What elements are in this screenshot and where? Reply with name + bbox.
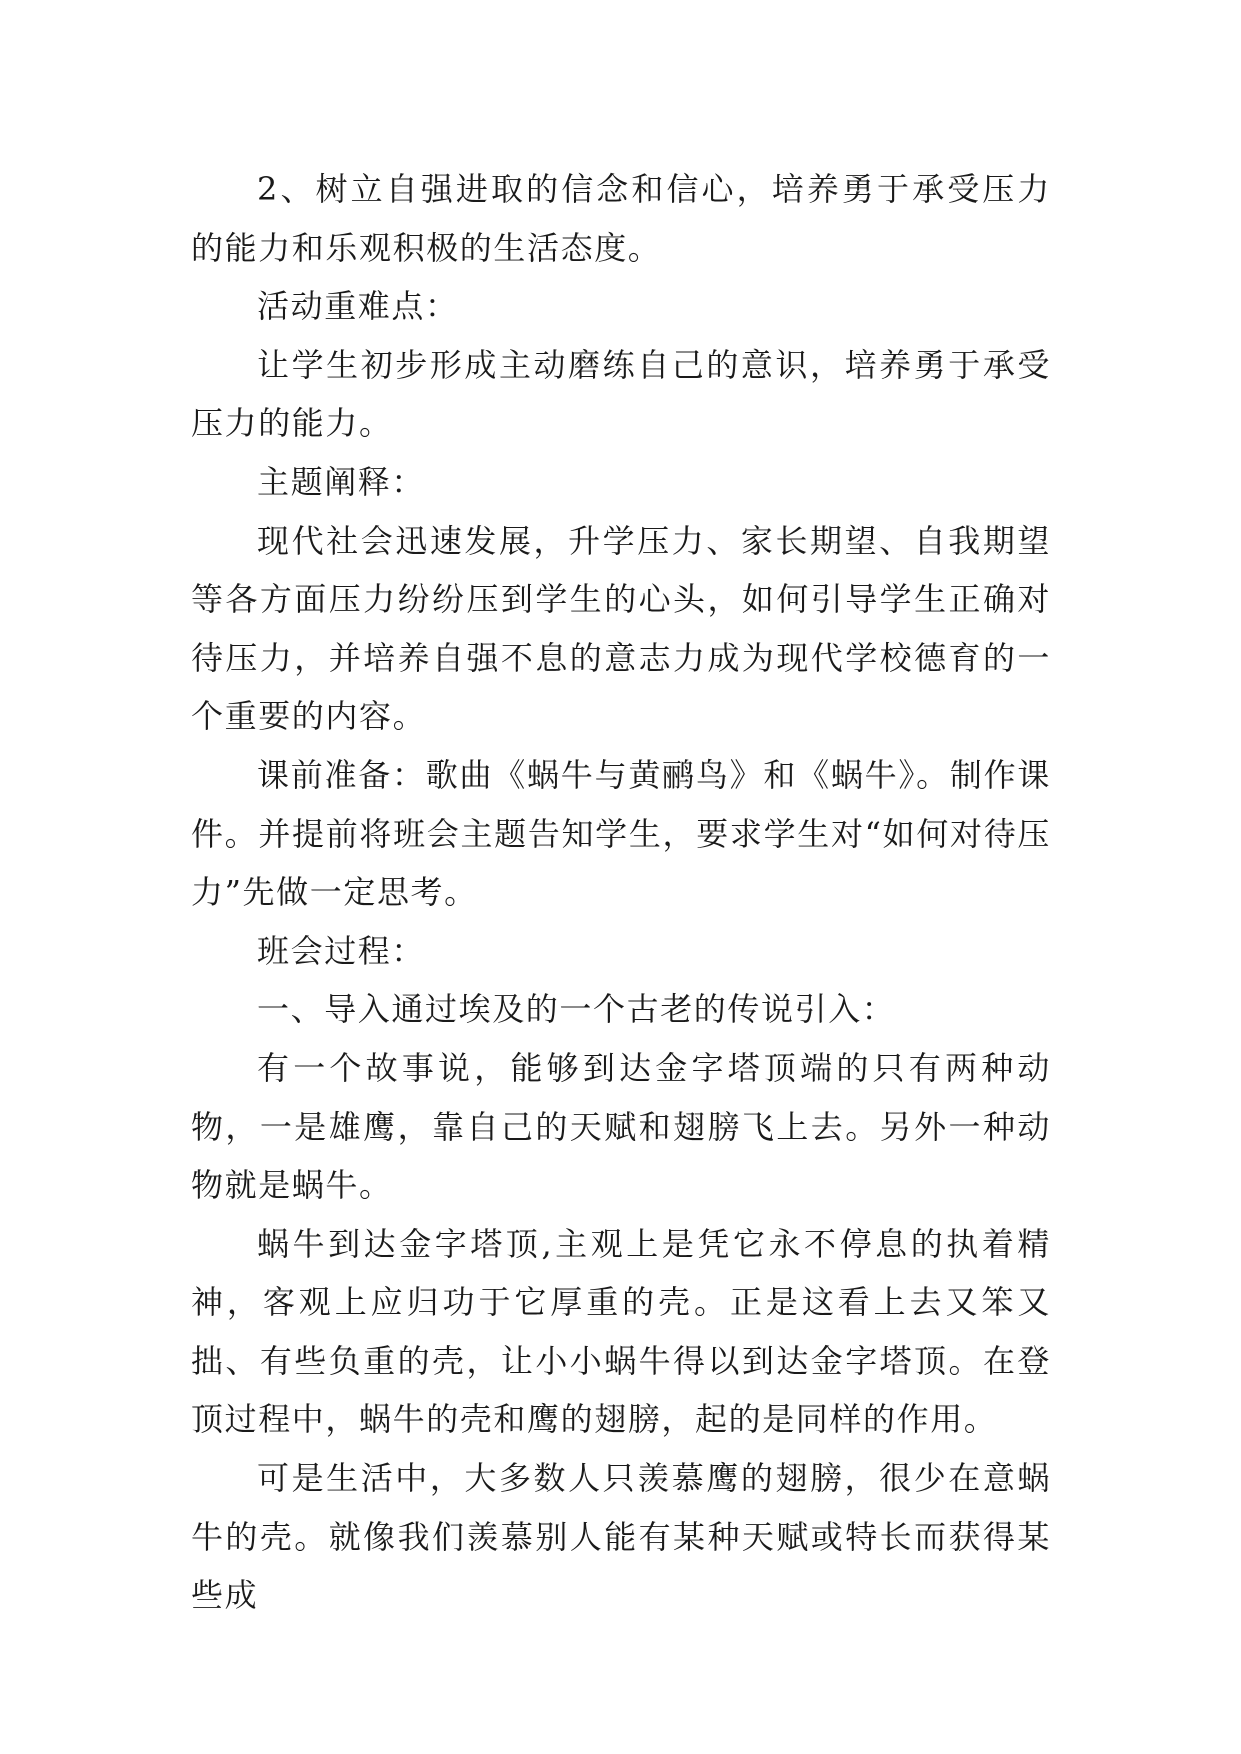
paragraph-goal-2: 2、树立自强进取的信念和信心，培养勇于承受压力的能力和乐观积极的生活态度。: [191, 170, 1051, 267]
document-body: [191, 160, 1051, 1625]
heading-process: 班会过程：: [257, 931, 426, 970]
paragraph-snail: 蜗牛到达金字塔顶,主观上是凭它永不停息的执着精神，客观上应归功于它厚重的壳。正是这看上去又笨又拙、有些负重的壳，让小小蜗牛得以到达金字塔顶。在登顶过程中，蜗牛的壳和鹰的翅膀，起的是同样的作用。: [191, 1224, 1051, 1439]
paragraph-life: 可是生活中，大多数人只羡慕鹰的翅膀，很少在意蜗牛的壳。就像我们羡慕别人能有某种天赋或特长而获得某些成: [191, 1459, 1051, 1615]
paragraph-story: 有一个故事说，能够到达金字塔顶端的只有两种动物，一是雄鹰，靠自己的天赋和翅膀飞上去。另外一种动物就是蜗牛。: [191, 1048, 1051, 1205]
paragraph-theme: 现代社会迅速发展，升学压力、家长期望、自我期望等各方面压力纷纷压到学生的心头，如何引导学生正确对待压力，并培养自强不息的意志力成为现代学校德育的一个重要的内容。: [191, 521, 1051, 736]
heading-introduction: 一、导入通过埃及的一个古老的传说引入：: [257, 990, 896, 1029]
paragraph-key-points: 让学生初步形成主动磨练自己的意识，培养勇于承受压力的能力。: [191, 345, 1051, 443]
paragraph-preparation: 课前准备：歌曲《蜗牛与黄鹂鸟》和《蜗牛》。制作课件。并提前将班会主题告知学生，要求学生对“如何对待压力”先做一定思考。: [191, 755, 1051, 912]
heading-theme: 主题阐释：: [257, 462, 426, 501]
heading-key-points: 活动重难点：: [257, 287, 459, 326]
